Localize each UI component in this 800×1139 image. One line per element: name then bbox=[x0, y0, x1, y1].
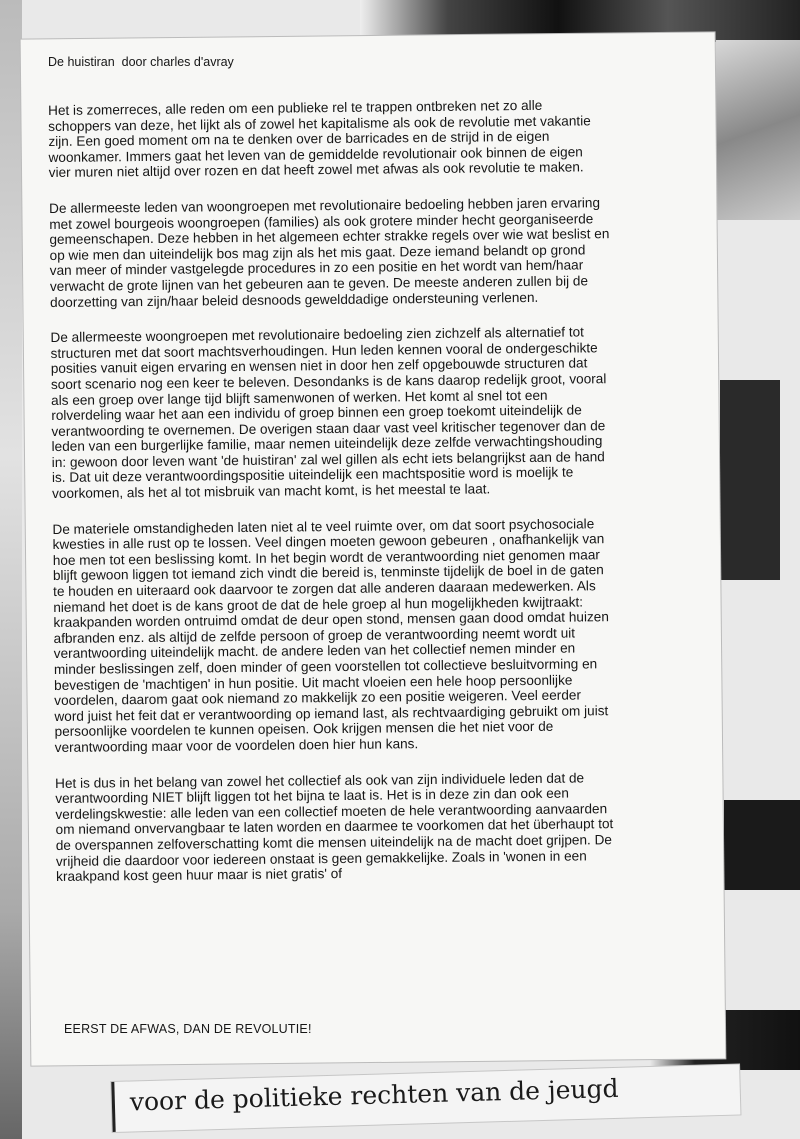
document-title: De huistiran door charles d'avray bbox=[48, 55, 234, 69]
background-photo-fragment-left bbox=[0, 0, 22, 1139]
slogan-strip bbox=[111, 1064, 740, 1132]
strip-slogan-text: voor de politieke rechten van de jeugd bbox=[129, 1073, 619, 1117]
background-photo-fragment-right-1 bbox=[716, 40, 800, 220]
background-photo-fragment-right-2 bbox=[720, 380, 780, 580]
paragraph: Het is zomerreces, alle reden om een publieke rel te trappen ontbreken net zo alle schoppers van deze, het lijkt als of zowel het kapitalisme als ook de revolutie met vakantie zijn. Een goed moment om na te denken over de barricades en de strijd in de eigen woonkamer. Immers gaat het leven van de gemiddelde revolutionair ook binnen de eigen vier muren niet altijd over rozen en dat heeft zowel met afwas als ook revolutie te maken. bbox=[48, 97, 591, 181]
paragraph: De materiele omstandigheden laten niet al te veel ruimte over, om dat soort psychosociale kwesties in alle rust op te lossen. Veel dingen moeten gewoon gebeuren , onafhankelijk van hoe men tot een beslissing komt. In het begin wordt de verantwoording niet genomen maar blijft gewoon liggen tot iemand zich vindt die bereid is, tenminste tijdelijk de boel in de gaten te houden en uiteraard ook daarvoor te zorgen dat alle anderen daaraan medewerken. Als niemand het doet is de kans groot de dat de hele groep al hun mogelijkheden kwijtraakt: kraakpanden worden ontruimd omdat de deur open stond, mensen gaan dood omdat huizen afbranden enz. als altijd de zelfde persoon of groep de verantwoording neemt wordt uit verantwoording uiteindelijk macht. de andere leden van het collectief nemen minder en minder beslissingen zelf, doen minder of geen voorstellen tot collectieve besluitvorming en bevestigen de 'machtigen' in hun positie. Uit macht vloeien een hele hoop persoonlijke voordelen, daarom gaat ook niemand zo makkelijk zo een positie weigeren. Veel eerder word juist het feit dat er verantwoording op iemand last, als rechtvaardiging gebruikt om juist persoonlijke voordelen te kunnen opeisen. Ook krijgen mensen die het niet voor de verantwoording maar voor de voordelen doen hier hun kans. bbox=[52, 515, 609, 755]
background-photo-fragment-right-3 bbox=[724, 800, 800, 890]
document-body bbox=[48, 96, 726, 905]
paragraph: De allermeeste leden van woongroepen met revolutionaire bedoeling hebben jaren ervaring met zowel bourgeois woongroepen (families) als ook grotere minder hecht georganiseerde gemeenschapen. Deze hebben in het algemeen echter strakke regels over wie wat beslist en op wie men dan uiteindelijk bos mag zijn als het mis gaat. Deze iemand belandt op grond van meer of minder vastgelegde procedures in zo een positie en het wordt van hem/haar verwacht de grote lijnen van het gebeuren aan te geven. De meeste anderen zullen bij de doorzetting van zijn/haar beleid desnoods gewelddadige ondersteuning verlenen. bbox=[49, 195, 610, 310]
paragraph: Het is dus in het belang van zowel het collectief als ook van zijn individuele leden dat de verantwoording NIET blijft liggen tot het bijna te laat is. Het is in deze zin dan ook een verdelingskwestie: alle leden van een collectief moeten de hele verantwoording aanvaarden om niemand onvervangbaar te laten worden en daarmee te voorkomen dat het überhaupt tot de overspannen zelfoverschatting komt die mensen uiteindelijk na de macht doet grijpen. De vrijheid die daardoor voor iedereen onstaat is geen gemakkelijke. Zoals in 'wonen in een kraakpand kost geen huur maar is niet gratis' of bbox=[55, 769, 614, 885]
paragraph: De allermeeste woongroepen met revolutionaire bedoeling zien zichzelf als alternatief tot structuren met dat soort machtsverhoudingen. Hun leden kennen vooral de ondergeschikte posities vanuit eigen ervaring en wensen niet in door hen zelf opgebouwde structuren dat soort scenario nog een keer te beleven. Desondanks is de kans daarop redelijk groot, vooral als een groep over lange tijd blijft samenwonen of werken. Het komt al snel tot een rolverdeling waar het aan een individu of groep binnen een groep toekomt uiteindelijk de verantwoording te overnemen. De overigen staan daar vast veel kritischer tegenover dan de leden van een burgerlijke familie, maar nemen uiteindelijk deze zelfde verwachtingshouding in: gewoon door leven want 'de huistiran' zal wel gillen als echt iets belangrijkst aan de hand is. Dat uit deze verantwoordingspositie uiteindelijk een machtspositie word is moelijk te voorkomen, als het al tot misbruik van macht komt, is het meestal te laat. bbox=[50, 324, 607, 502]
closing-slogan: EERST DE AFWAS, DAN DE REVOLUTIE! bbox=[64, 1022, 312, 1036]
